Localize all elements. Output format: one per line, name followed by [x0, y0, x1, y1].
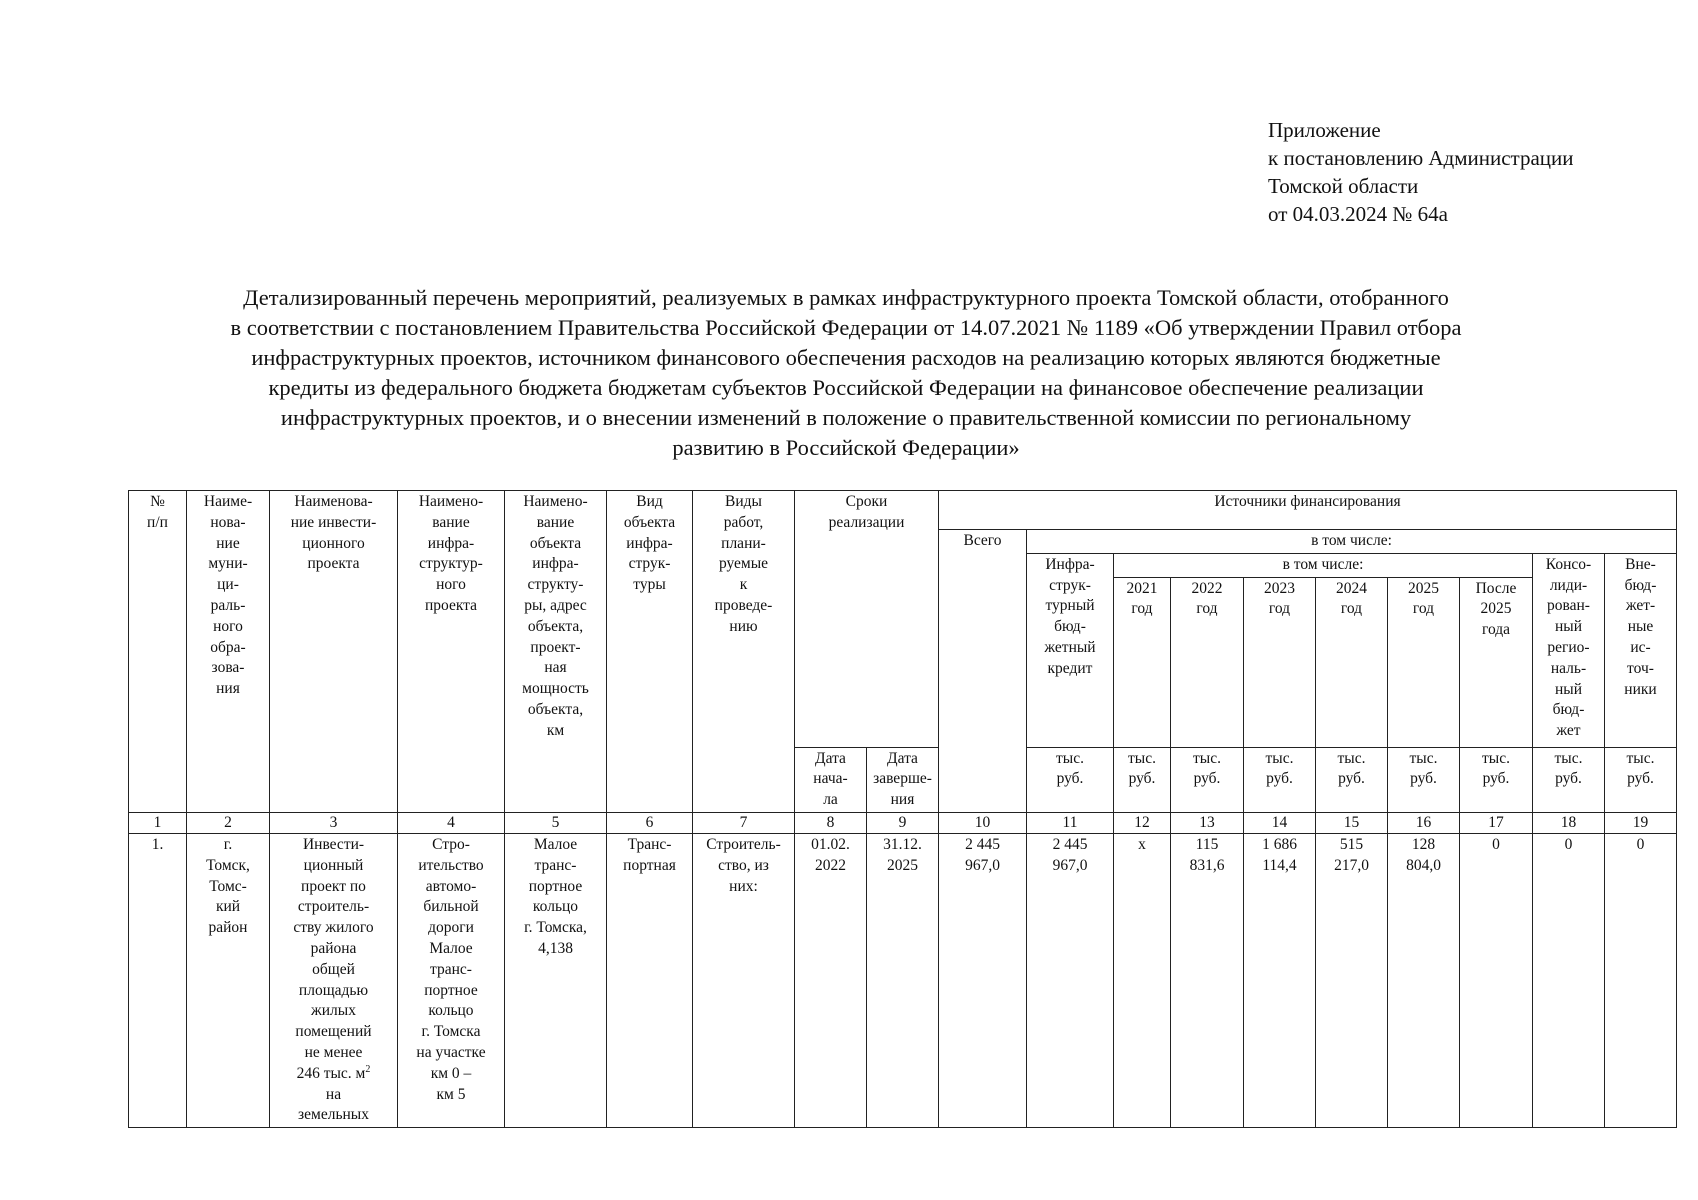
appendix-line: Томской области	[1268, 174, 1419, 198]
title-line: в соответствии с постановлением Правительства Российской Федерации от 14.07.2021 № 1189 «Об утверждении Правил отбора	[230, 315, 1462, 340]
unit-label: тыс. руб.	[1533, 747, 1605, 812]
row-2023: 1 686 114,4	[1244, 833, 1316, 1127]
row-infra-project: Стро- ительство автомо- бильной дороги Малое транс- портное кольцо г. Томска на участке км 0 – км 5	[398, 833, 505, 1127]
appendix-line: к постановлению Администрации	[1268, 146, 1574, 170]
column-number: 3	[270, 812, 398, 833]
header-including: в том числе:	[1027, 530, 1677, 554]
column-number: 17	[1460, 812, 1533, 833]
title-line: Детализированный перечень мероприятий, реализуемых в рамках инфраструктурного проекта Томской области, отобранного	[243, 285, 1449, 310]
column-number: 9	[867, 812, 939, 833]
appendix-line: Приложение	[1268, 118, 1381, 142]
header-works: Виды работ, плани- руемые к проведе- нию	[693, 491, 795, 813]
column-number: 19	[1605, 812, 1677, 833]
header-2023: 2023 год	[1244, 577, 1316, 747]
header-2022: 2022 год	[1171, 577, 1244, 747]
document-title	[120, 283, 1572, 463]
unit-label: тыс. руб.	[1605, 747, 1677, 812]
header-infra-project: Наимено- вание инфра- структур- ного проекта	[398, 491, 505, 813]
header-extra-budget: Вне- бюд- жет- ные ис- точ- ники	[1605, 553, 1677, 747]
row-extra-budget: 0	[1605, 833, 1677, 1127]
row-works: Строитель- ство, из них:	[693, 833, 795, 1127]
header-total: Всего	[939, 530, 1027, 813]
unit-label: тыс. руб.	[1114, 747, 1171, 812]
column-number: 18	[1533, 812, 1605, 833]
investment-project-text: Инвести- ционный проект по строитель- ству жилого района общей площадью жилых помещений не менее 246 тыс. м	[293, 835, 374, 1082]
column-number: 1	[129, 812, 187, 833]
column-number: 7	[693, 812, 795, 833]
title-line: развитию в Российской Федерации»	[672, 435, 1020, 460]
unit-label: тыс. руб.	[1027, 747, 1114, 812]
header-2025: 2025 год	[1388, 577, 1460, 747]
row-2022: 115 831,6	[1171, 833, 1244, 1127]
row-date-end: 31.12. 2025	[867, 833, 939, 1127]
header-after-2025: После 2025 года	[1460, 577, 1533, 747]
column-number: 12	[1114, 812, 1171, 833]
column-number: 11	[1027, 812, 1114, 833]
header-regional-budget: Консо- лиди- рован- ный регио- наль- ный бюд- жет	[1533, 553, 1605, 747]
investment-project-tail: на земельных	[298, 1085, 369, 1124]
row-object: Малое транс- портное кольцо г. Томска, 4,138	[505, 833, 607, 1127]
financing-table	[128, 490, 1677, 1128]
column-number: 4	[398, 812, 505, 833]
title-line: инфраструктурных проектов, источником финансового обеспечения расходов на реализацию которых являются бюджетные	[251, 345, 1441, 370]
header-date-start: Дата нача- ла	[795, 747, 867, 812]
header-including-years: в том числе:	[1114, 553, 1533, 577]
title-line: инфраструктурных проектов, и о внесении изменений в положение о правительственной комиссии по региональному	[280, 405, 1412, 430]
column-number: 16	[1388, 812, 1460, 833]
header-financing-sources: Источники финансирования	[939, 491, 1677, 530]
row-object-type: Транс- портная	[607, 833, 693, 1127]
superscript: 2	[365, 1063, 371, 1075]
appendix-line: от 04.03.2024 № 64а	[1268, 202, 1449, 226]
column-number: 10	[939, 812, 1027, 833]
row-2021: х	[1114, 833, 1171, 1127]
unit-label: тыс. руб.	[1171, 747, 1244, 812]
header-date-end: Дата заверше- ния	[867, 747, 939, 812]
header-num: № п/п	[129, 491, 187, 813]
header-timeline: Сроки реализации	[795, 491, 939, 748]
header-2021: 2021 год	[1114, 577, 1171, 747]
row-date-start: 01.02. 2022	[795, 833, 867, 1127]
column-number: 13	[1171, 812, 1244, 833]
unit-label: тыс. руб.	[1316, 747, 1388, 812]
column-number: 5	[505, 812, 607, 833]
unit-label: тыс. руб.	[1388, 747, 1460, 812]
row-2025: 128 804,0	[1388, 833, 1460, 1127]
row-municipality: г. Томск, Томс- кий район	[187, 833, 270, 1127]
column-number: 2	[187, 812, 270, 833]
row-infra-credit: 2 445 967,0	[1027, 833, 1114, 1127]
row-regional-budget: 0	[1533, 833, 1605, 1127]
appendix-block	[1268, 116, 1574, 228]
row-2024: 515 217,0	[1316, 833, 1388, 1127]
table-row	[129, 833, 1677, 1127]
row-investment-project	[270, 833, 398, 1127]
column-number: 15	[1316, 812, 1388, 833]
header-object: Наимено- вание объекта инфра- структу- ры, адрес объекта, проект- ная мощность объекта, км	[505, 491, 607, 813]
header-infra-credit: Инфра- струк- турный бюд- жетный кредит	[1027, 553, 1114, 747]
column-number: 6	[607, 812, 693, 833]
unit-label: тыс. руб.	[1460, 747, 1533, 812]
row-total: 2 445 967,0	[939, 833, 1027, 1127]
title-line: кредиты из федерального бюджета бюджетам субъектов Российской Федерации на финансовое обеспечение реализации	[268, 375, 1424, 400]
row-after-2025: 0	[1460, 833, 1533, 1127]
column-number: 14	[1244, 812, 1316, 833]
header-municipality: Наиме- нова- ние муни- ци- pаль- ного обра- зова- ния	[187, 491, 270, 813]
header-object-type: Вид объекта инфра- струк- туры	[607, 491, 693, 813]
header-2024: 2024 год	[1316, 577, 1388, 747]
unit-label: тыс. руб.	[1244, 747, 1316, 812]
header-investment-project: Наименова- ние инвести- ционного проекта	[270, 491, 398, 813]
column-number: 8	[795, 812, 867, 833]
row-number: 1.	[129, 833, 187, 1127]
